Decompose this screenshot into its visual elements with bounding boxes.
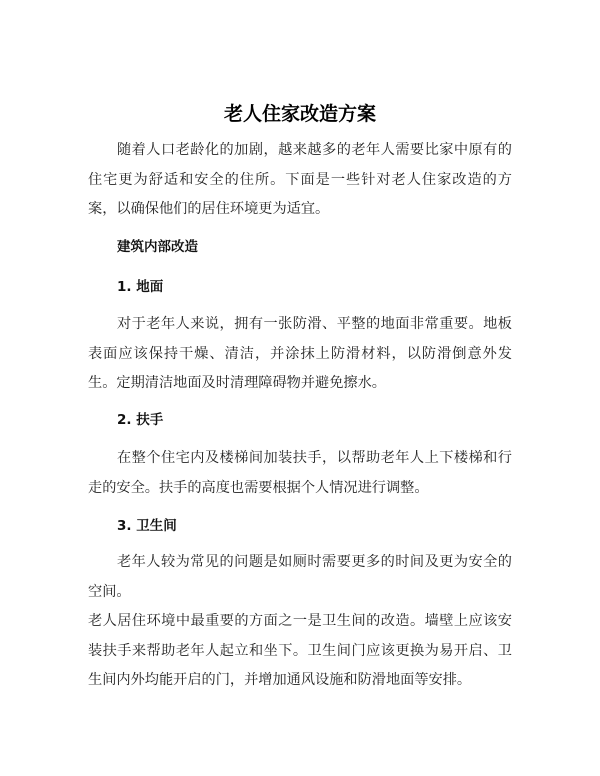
item-text-bathroom: 老年人较为常见的问题是如厕时需要更多的时间及更为安全的空间。 (88, 554, 512, 600)
document-title: 老人住家改造方案 (223, 103, 376, 125)
item-heading-floor: 1. 地面 (117, 279, 164, 295)
item-text-bathroom-2: 老人居住环境中最重要的方面之一是卫生间的改造。墙壁上应该安装扶手来帮助老年人起立和坐下。卫生间门应该更换为易开启、卫生间内外均能开启的门，并增加通风设施和防滑地面等安排。 (88, 613, 512, 688)
item-text-floor: 对于老年人来说，拥有一张防滑、平整的地面非常重要。地板表面应该保持干燥、清洁，并涂抹上防滑材料，以防滑倒意外发生。定期清洁地面及时清理障碍物并避免擦水。 (88, 316, 512, 391)
intro-paragraph: 随着人口老龄化的加剧，越来越多的老年人需要比家中原有的住宅更为舒适和安全的住所。下面是一些针对老人住家改造的方案，以确保他们的居住环境更为适宜。 (88, 142, 512, 217)
item-text-handrail: 在整个住宅内及楼梯间加装扶手，以帮助老年人上下楼梯和行走的安全。扶手的高度也需要根据个人情况进行调整。 (88, 450, 512, 496)
item-heading-bathroom: 3. 卫生间 (117, 518, 177, 534)
section-heading: 建筑内部改造 (117, 239, 198, 255)
item-heading-handrail: 2. 扶手 (117, 412, 164, 428)
